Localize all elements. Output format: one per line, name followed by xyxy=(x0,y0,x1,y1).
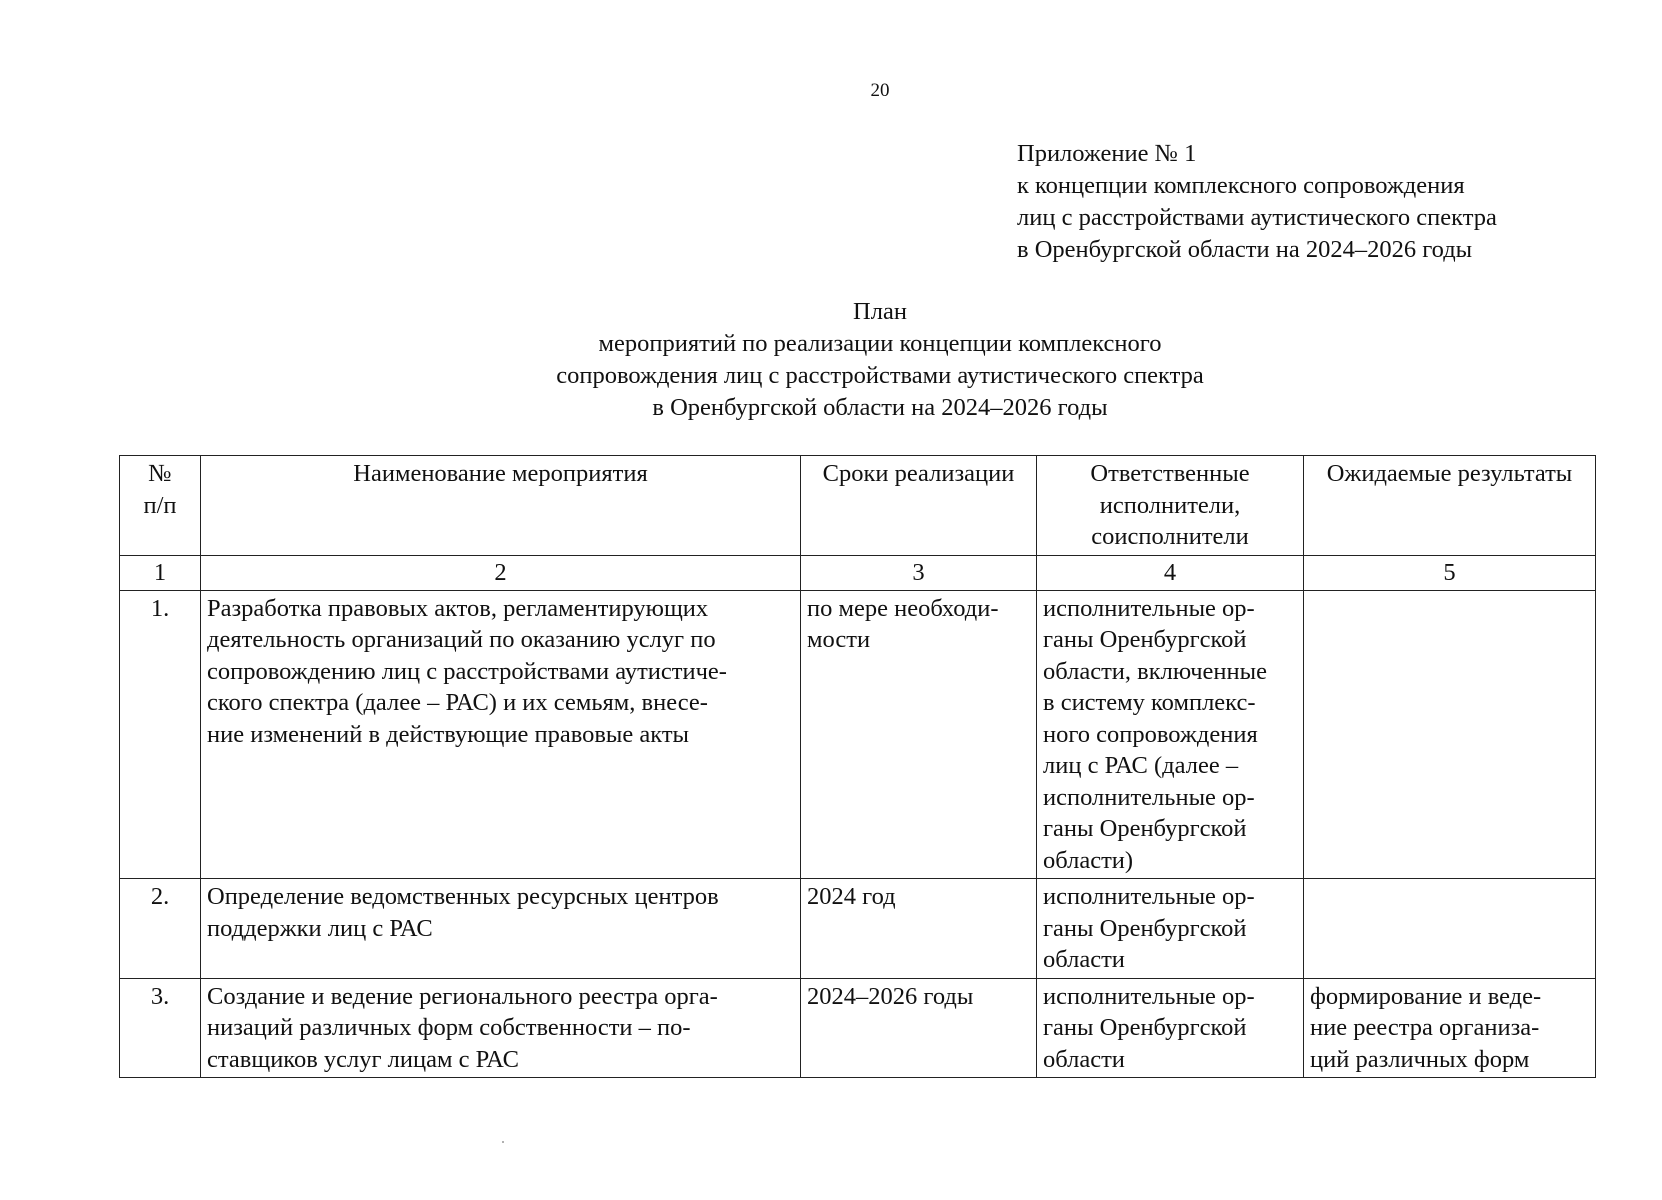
table-row xyxy=(120,978,1596,1078)
column-number: 5 xyxy=(1304,555,1596,590)
appendix-line: в Оренбургской области на 2024–2026 годы xyxy=(1017,236,1473,263)
term-cell: 2024 год xyxy=(801,879,1037,979)
table-row xyxy=(120,879,1596,979)
header-cell-number: № п/п xyxy=(120,456,201,556)
row-number: 1. xyxy=(120,590,201,879)
column-number: 3 xyxy=(801,555,1037,590)
column-number: 2 xyxy=(201,555,801,590)
plan-title-line: в Оренбургской области на 2024–2026 годы xyxy=(652,394,1108,421)
row-number: 2. xyxy=(120,879,201,979)
header-cell-executors: Ответственные исполнители, соисполнители xyxy=(1037,456,1304,556)
column-number: 1 xyxy=(120,555,201,590)
column-number-row xyxy=(120,555,1596,590)
header-cell-name: Наименование мероприятия xyxy=(201,456,801,556)
column-number: 4 xyxy=(1037,555,1304,590)
executors-cell: исполнительные ор- ганы Оренбургской области, включенные в систему комплекс- ного сопровождения лиц с РАС (далее – исполнительные ор- ганы Оренбургской области) xyxy=(1037,590,1304,879)
table-row xyxy=(120,590,1596,879)
plan-title xyxy=(0,296,1662,424)
appendix-line: Приложение № 1 xyxy=(1017,140,1197,167)
page-number: 20 xyxy=(870,80,890,101)
plan-table xyxy=(119,455,1596,1078)
table-header-row xyxy=(120,456,1596,556)
plan-title-line: План xyxy=(853,298,907,325)
results-cell: формирование и веде- ние реестра организа- ций различных форм xyxy=(1304,978,1596,1078)
plan-title-line: мероприятий по реализации концепции комплексного xyxy=(598,330,1162,357)
header-cell-term: Сроки реализации xyxy=(801,456,1037,556)
appendix-header xyxy=(1017,138,1497,266)
results-cell xyxy=(1304,590,1596,879)
activity-name-cell: Разработка правовых актов, регламентирующих деятельность организаций по оказанию услуг по сопровождению лиц с расстройствами аутистиче- ского спектра (далее – РАС) и их семьям, внесе- ние изменений в действующие правовые акты xyxy=(201,590,801,879)
appendix-line: к концепции комплексного сопровождения xyxy=(1017,172,1465,199)
results-cell xyxy=(1304,879,1596,979)
term-cell: 2024–2026 годы xyxy=(801,978,1037,1078)
activity-name-cell: Создание и ведение регионального реестра орга- низаций различных форм собственности – по- ставщиков услуг лицам с РАС xyxy=(201,978,801,1078)
row-number: 3. xyxy=(120,978,201,1078)
term-cell: по мере необходи- мости xyxy=(801,590,1037,879)
plan-title-line: сопровождения лиц с расстройствами аутистического спектра xyxy=(556,362,1204,389)
activity-name-cell: Определение ведомственных ресурсных центров поддержки лиц с РАС xyxy=(201,879,801,979)
header-cell-results: Ожидаемые результаты xyxy=(1304,456,1596,556)
executors-cell: исполнительные ор- ганы Оренбургской области xyxy=(1037,978,1304,1078)
executors-cell: исполнительные ор- ганы Оренбургской области xyxy=(1037,879,1304,979)
appendix-line: лиц с расстройствами аутистического спектра xyxy=(1017,204,1497,231)
scan-speck xyxy=(502,1141,504,1143)
